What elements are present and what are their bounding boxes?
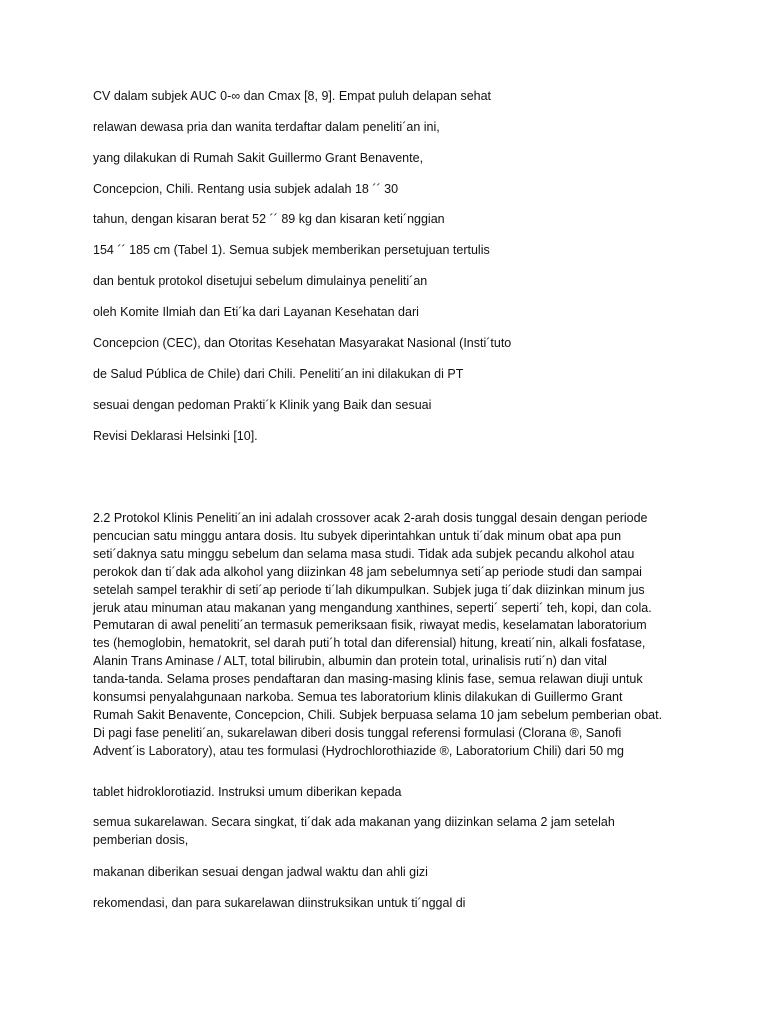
protocol-line: seti´daknya satu minggu sebelum dan selama masa studi. Tidak ada subjek pecandu alkohol atau <box>93 546 635 561</box>
intro-line: relawan dewasa pria dan wanita terdaftar dalam peneliti´an ini, <box>93 120 440 134</box>
protocol-line: tes (hemoglobin, hematokrit, sel darah puti´h total dan diferensial) hitung, kreati´nin, alkali fosfatase, <box>93 636 646 651</box>
protocol-line: 2.2 Protokol Klinis Peneliti´an ini adalah crossover acak 2-arah dosis tunggal desain dengan periode <box>93 511 648 525</box>
protocol-line: Pemutaran di awal peneliti´an termasuk pemeriksaan fisik, riwayat medis, keselamatan laboratorium <box>93 618 647 633</box>
intro-line: Concepcion, Chili. Rentang usia subjek adalah 18 ´´ 30 <box>93 182 399 196</box>
intro-line: CV dalam subjek AUC 0-∞ dan Cmax [8, 9]. Empat puluh delapan sehat <box>93 89 492 103</box>
intro-line: de Salud Pública de Chile) dari Chili. Peneliti´an ini dilakukan di PT <box>93 367 464 381</box>
protocol-line: Advent´is Laboratory), atau tes formulasi (Hydrochlorothiazide ®, Laboratorium Chili) dari 50 mg <box>93 743 624 758</box>
intro-line: Revisi Deklarasi Helsinki [10]. <box>93 429 258 443</box>
intro-line: yang dilakukan di Rumah Sakit Guillermo Grant Benavente, <box>93 151 424 165</box>
protocol-line: pencucian satu minggu antara dosis. Itu subyek diperintahkan untuk ti´dak minum obat apa pun <box>93 528 622 543</box>
protocol-line: setelah sampel terakhir di seti´ap periode ti´lah dikumpulkan. Subjek juga ti´dak diizinkan minum jus <box>93 582 645 597</box>
intro-line: tahun, dengan kisaran berat 52 ´´ 89 kg dan kisaran keti´nggian <box>93 212 445 226</box>
protocol-line: konsumsi penyalahgunaan narkoba. Semua tes laboratorium klinis dilakukan di Guillermo Grant <box>93 690 623 705</box>
intro-line: sesuai dengan pedoman Prakti´k Klinik yang Baik dan sesuai <box>93 398 432 412</box>
protocol-line: Di pagi fase peneliti´an, sukarelawan diberi dosis tunggal referensi formulasi (Clorana ®, Sanofi <box>93 725 622 740</box>
intro-line: 154 ´´ 185 cm (Tabel 1). Semua subjek memberikan persetujuan tertulis <box>93 243 490 257</box>
protocol-paragraph <box>93 510 683 761</box>
protocol-line: perokok dan ti´dak ada alkohol yang diizinkan 48 jam sebelumnya seti´ap periode studi dan sampai <box>93 564 642 579</box>
closing-line: rekomendasi, dan para sukarelawan diinstruksikan untuk ti´nggal di <box>93 896 466 910</box>
intro-line: oleh Komite Ilmiah dan Eti´ka dari Layanan Kesehatan dari <box>93 305 419 319</box>
protocol-line: jeruk atau minuman atau makanan yang mengandung xanthines, seperti´ seperti´ teh, kopi, dan cola. <box>93 600 652 615</box>
protocol-line: tanda-tanda. Selama proses pendaftaran dan masing-masing klinis fase, semua relawan diuji untuk <box>93 672 643 687</box>
protocol-line: Rumah Sakit Benavente, Concepcion, Chili. Subjek berpuasa selama 10 jam sebelum pemberian obat. <box>93 707 663 722</box>
protocol-line: Alanin Trans Aminase / ALT, total bilirubin, albumin dan protein total, urinalisis ruti´n) dan vital <box>93 654 607 669</box>
intro-line: Concepcion (CEC), dan Otoritas Kesehatan Masyarakat Nasional (Insti´tuto <box>93 336 512 350</box>
closing-line: tablet hidroklorotiazid. Instruksi umum diberikan kepada <box>93 785 402 799</box>
closing-line: pemberian dosis, <box>93 833 189 847</box>
closing-line: semua sukarelawan. Secara singkat, ti´dak ada makanan yang diizinkan selama 2 jam setelah <box>93 815 615 829</box>
closing-line: makanan diberikan sesuai dengan jadwal waktu dan ahli gizi <box>93 865 428 879</box>
intro-line: dan bentuk protokol disetujui sebelum dimulainya peneliti´an <box>93 274 428 288</box>
